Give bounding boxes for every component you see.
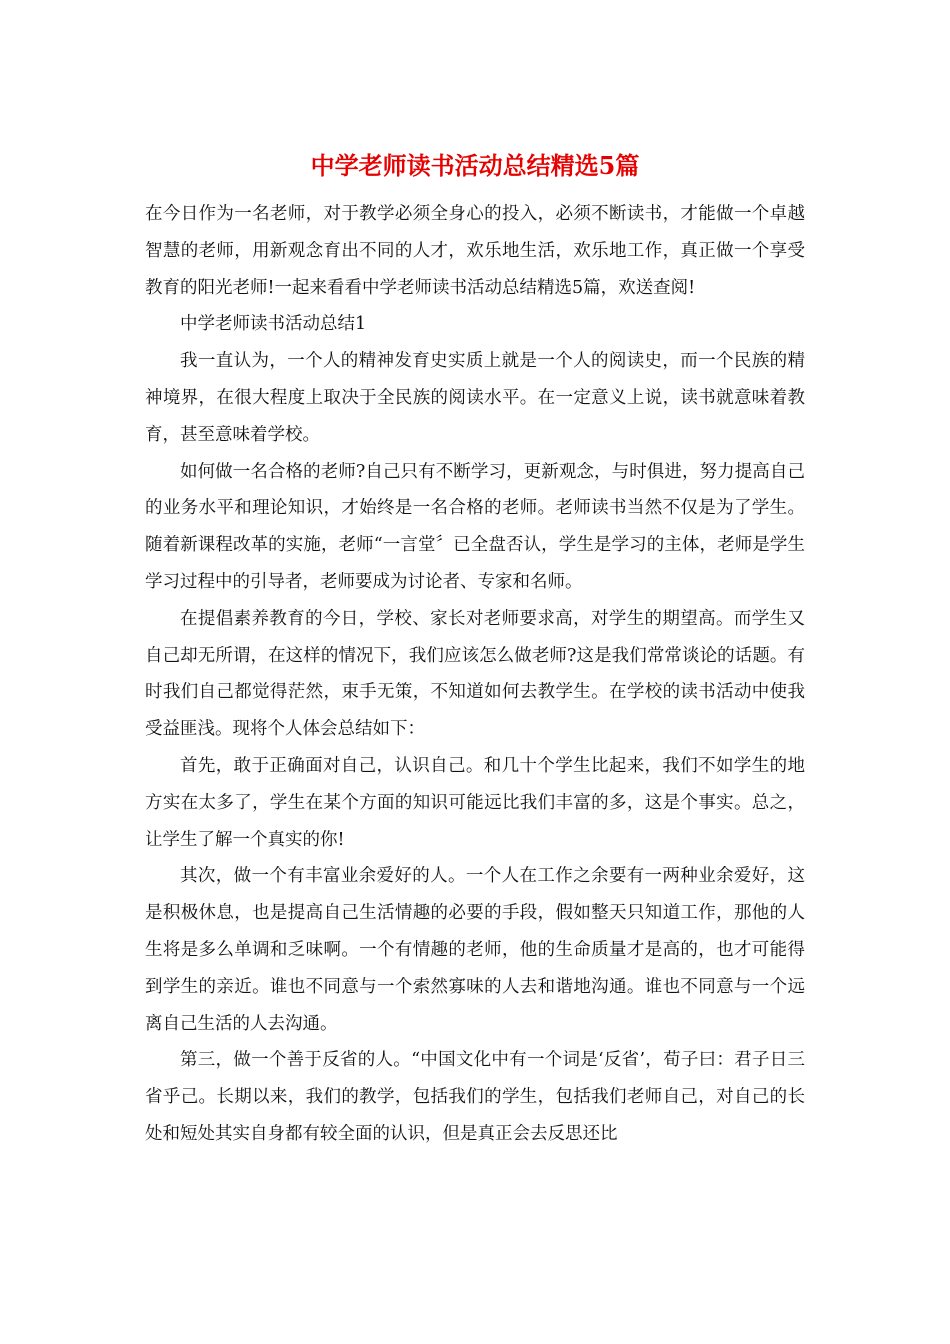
body-paragraph: 其次，做一个有丰富业余爱好的人。一个人在工作之余要有一两种业余爱好，这是积极休息，也是提高自己生活情趣的必要的手段，假如整天只知道工作，那他的人生将是多么单调和乏味啊。一个有情趣的老师，他的生命质量才是高的，也才可能得到学生的亲近。谁也不同意与一个索然寡味的人去和谐地沟通。谁也不同意与一个远离自己生活的人去沟通。 [145,866,805,1034]
document-body [145,196,805,1153]
body-paragraph: 如何做一名合格的老师?自己只有不断学习，更新观念，与时俱进，努力提高自己的业务水平和理论知识，才始终是一名合格的老师。老师读书当然不仅是为了学生。随着新课程改革的实施，老师“一言堂〞已全盘否认，学生是学习的主体，老师是学生学习过程中的引导者，老师要成为讨论者、专家和名师。 [145,461,805,592]
intro-paragraph: 在今日作为一名老师，对于教学必须全身心的投入，必须不断读书，才能做一个卓越智慧的老师，用新观念育出不同的人才，欢乐地生活，欢乐地工作，真正做一个享受教育的阳光老师!一起来看看中学老师读书活动总结精选5篇，欢送查阅! [145,204,805,298]
body-paragraph: 我一直认为，一个人的精神发育史实质上就是一个人的阅读史，而一个民族的精神境界，在很大程度上取决于全民族的阅读水平。在一定意义上说，读书就意味着教育，甚至意味着学校。 [145,351,805,445]
document-title: 中学老师读书活动总结精选5篇 [310,151,640,180]
body-paragraph: 在提倡素养教育的今日，学校、家长对老师要求高，对学生的期望高。而学生又自己却无所谓，在这样的情况下，我们应该怎么做老师?这是我们常常谈论的话题。有时我们自己都觉得茫然，束手无策，不知道如何去教学生。在学校的读书活动中使我受益匪浅。现将个人体会总结如下： [145,608,805,740]
body-paragraph: 首先，敢于正确面对自己，认识自己。和几十个学生比起来，我们不如学生的地方实在太多了，学生在某个方面的知识可能远比我们丰富的多，这是个事实。总之，让学生了解一个真实的你! [145,755,805,850]
body-paragraph: 第三，做一个善于反省的人。“中国文化中有一个词是‘反省’，荀子曰：君子日三省乎己。长期以来，我们的教学，包括我们的学生，包括我们老师自己，对自己的长处和短处其实自身都有较全面的认识，但是真正会去反思还比 [145,1050,805,1144]
section-heading: 中学老师读书活动总结1 [180,314,367,335]
